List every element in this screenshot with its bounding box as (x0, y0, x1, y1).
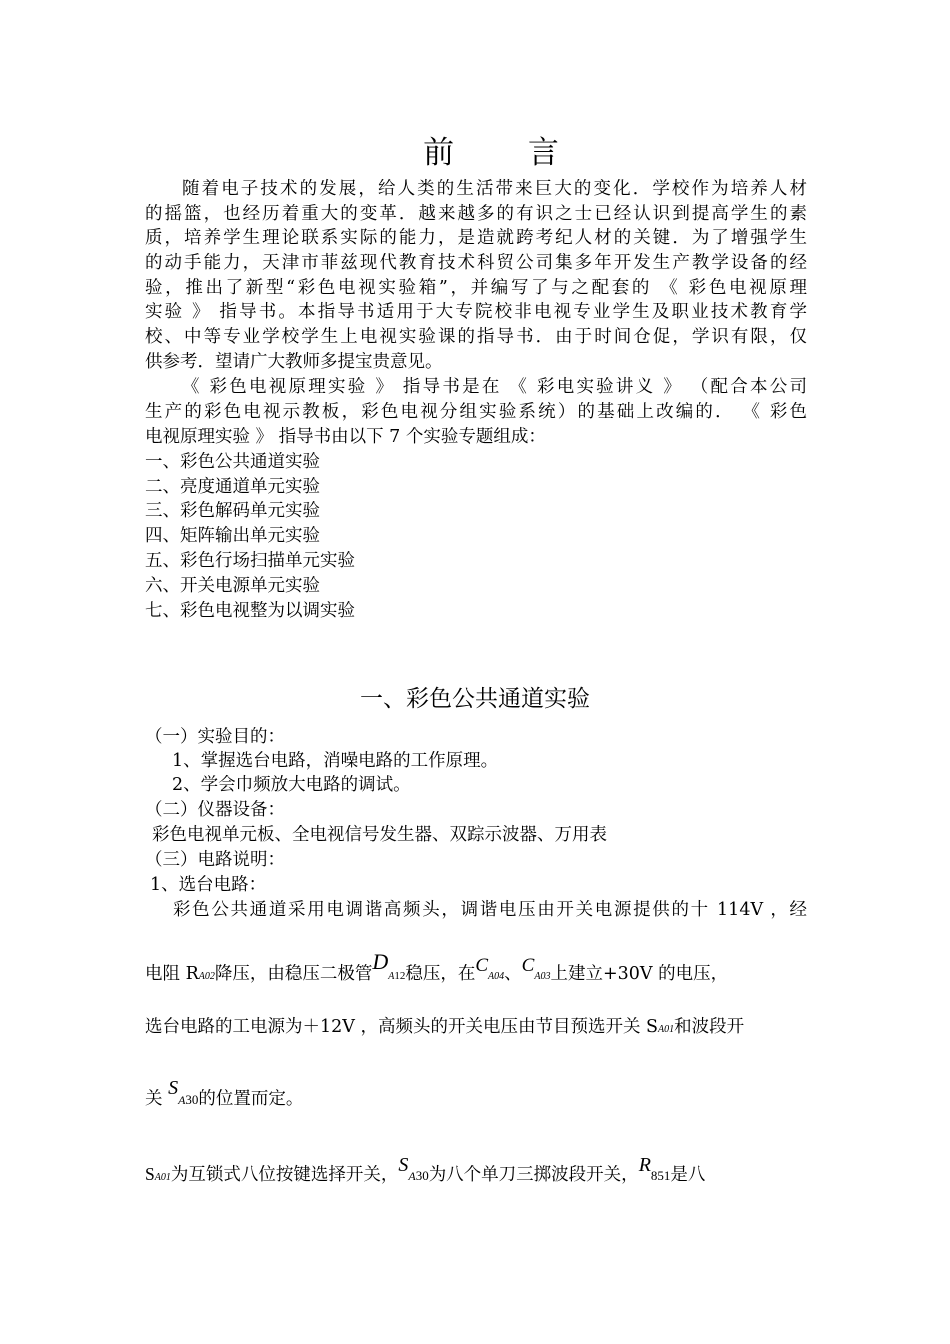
preface-line: 质，培养学生理论联系实际的能力，是造就跨考纪人材的关键．为了增强学生 (145, 228, 807, 248)
text-run: 为互锁式八位按键选择开关， (170, 1165, 399, 1185)
section-heading: 一、彩色公共通道实验 (360, 686, 590, 712)
circuit-label: （三）电路说明： (145, 850, 285, 870)
text-run: 上建立+30V 的电压， (550, 964, 729, 984)
page-title: 前 言 (423, 135, 591, 171)
experiment-list-item: 一、彩色公共通道实验 (145, 452, 320, 472)
tuning-label: 1、选台电路： (150, 875, 267, 895)
symbol-c: C (521, 955, 535, 976)
text-run: 降压，由稳压二极管 (214, 964, 373, 984)
body-paragraph-line (145, 1015, 807, 1042)
preface-line: 校、中等专业学校学生上电视实验课的指导书．由于时间仓促，学识有限，仅 (145, 327, 807, 347)
symbol-r: R (638, 1154, 651, 1176)
body-paragraph-line (145, 949, 807, 989)
symbol-s: S (398, 1154, 409, 1176)
preface-line: 的动手能力，天津市菲兹现代教育技术科贸公司集多年开发生产教学设备的经 (145, 253, 807, 273)
preface-line: 电视原理实验 》 指导书由以下 7 个实验专题组成： (145, 427, 546, 447)
purpose-label: （一）实验目的： (145, 727, 285, 747)
subscript: A (388, 971, 395, 982)
purpose-item: 1、掌握选台电路，消噪电路的工作原理。 (172, 751, 499, 771)
text-run: 稳压，在 (405, 964, 476, 984)
preface-line: 《 彩色电视原理实验 》 指导书是在 《 彩电实验讲义 》 （配合本公司 (182, 377, 807, 397)
subscript-number: 12 (394, 970, 406, 982)
subscript-number: 851 (650, 1168, 671, 1183)
text-run: 是八 (670, 1165, 706, 1185)
text-run: 选台电路的工电源为＋12V ，高频头的开关电压由节目预选开关 S (145, 1017, 659, 1037)
preface-line: 验，推出了新型“彩色电视实验箱”，并编写了与之配套的 《 彩色电视原理 (145, 278, 807, 298)
equipment-text: 彩色电视单元板、全电视信号发生器、双踪示波器、万用表 (152, 825, 607, 845)
preface-line: 供参考．望请广大教师多提宝贵意见。 (145, 352, 443, 372)
equipment-label: （二）仪器设备： (145, 800, 285, 820)
subscript: A (408, 1169, 416, 1183)
experiment-list-item: 七、彩色电视整为以调实验 (145, 601, 355, 621)
preface-line: 的摇篮，也经历着重大的变革．越来越多的有识之士已经认识到提高学生的素 (145, 204, 807, 224)
text-run: 、 (504, 964, 522, 984)
text-run: 电阻 R (145, 964, 199, 984)
experiment-list-item: 五、彩色行场扫描单元实验 (145, 551, 355, 571)
symbol-d: D (372, 949, 389, 974)
body-paragraph-line: 彩色公共通道采用电调谐高频头，调谐电压由开关电源提供的十 114V ，经 (173, 900, 807, 920)
subscript: A02 (198, 971, 215, 982)
preface-line: 随着电子技术的发展，给人类的生活带来巨大的变化．学校作为培养人材 (182, 179, 807, 199)
text-run: 的位置而定。 (198, 1089, 304, 1109)
subscript: A01 (658, 1024, 675, 1035)
subscript-number: 30 (415, 1168, 429, 1183)
experiment-list-item: 三、彩色解码单元实验 (145, 501, 320, 521)
text-run: S (145, 1164, 155, 1184)
symbol-c: C (475, 955, 489, 976)
text-run: 为八个单刀三掷波段开关， (428, 1165, 639, 1185)
preface-line: 生产的彩色电视示教板，彩色电视分组实验系统）的基础上改编的． 《 彩色 (145, 402, 807, 422)
body-paragraph-line (145, 1077, 807, 1112)
purpose-item: 2、学会巾频放大电路的调试。 (172, 775, 411, 795)
body-paragraph-line (145, 1154, 807, 1190)
symbol-s: S (168, 1077, 179, 1099)
text-run: 关 (145, 1089, 169, 1109)
subscript: A04 (488, 971, 505, 982)
subscript: A01 (154, 1172, 171, 1183)
subscript-number: 30 (185, 1092, 199, 1107)
experiment-list-item: 二、亮度通道单元实验 (145, 477, 320, 497)
text-run: 和波段开 (674, 1017, 745, 1037)
experiment-list-item: 六、开关电源单元实验 (145, 576, 320, 596)
subscript: A03 (534, 971, 551, 982)
experiment-list-item: 四、矩阵输出单元实验 (145, 526, 320, 546)
subscript: A (178, 1093, 186, 1107)
preface-line: 实验 》 指导书。本指导书适用于大专院校非电视专业学生及职业技术教育学 (145, 302, 807, 322)
